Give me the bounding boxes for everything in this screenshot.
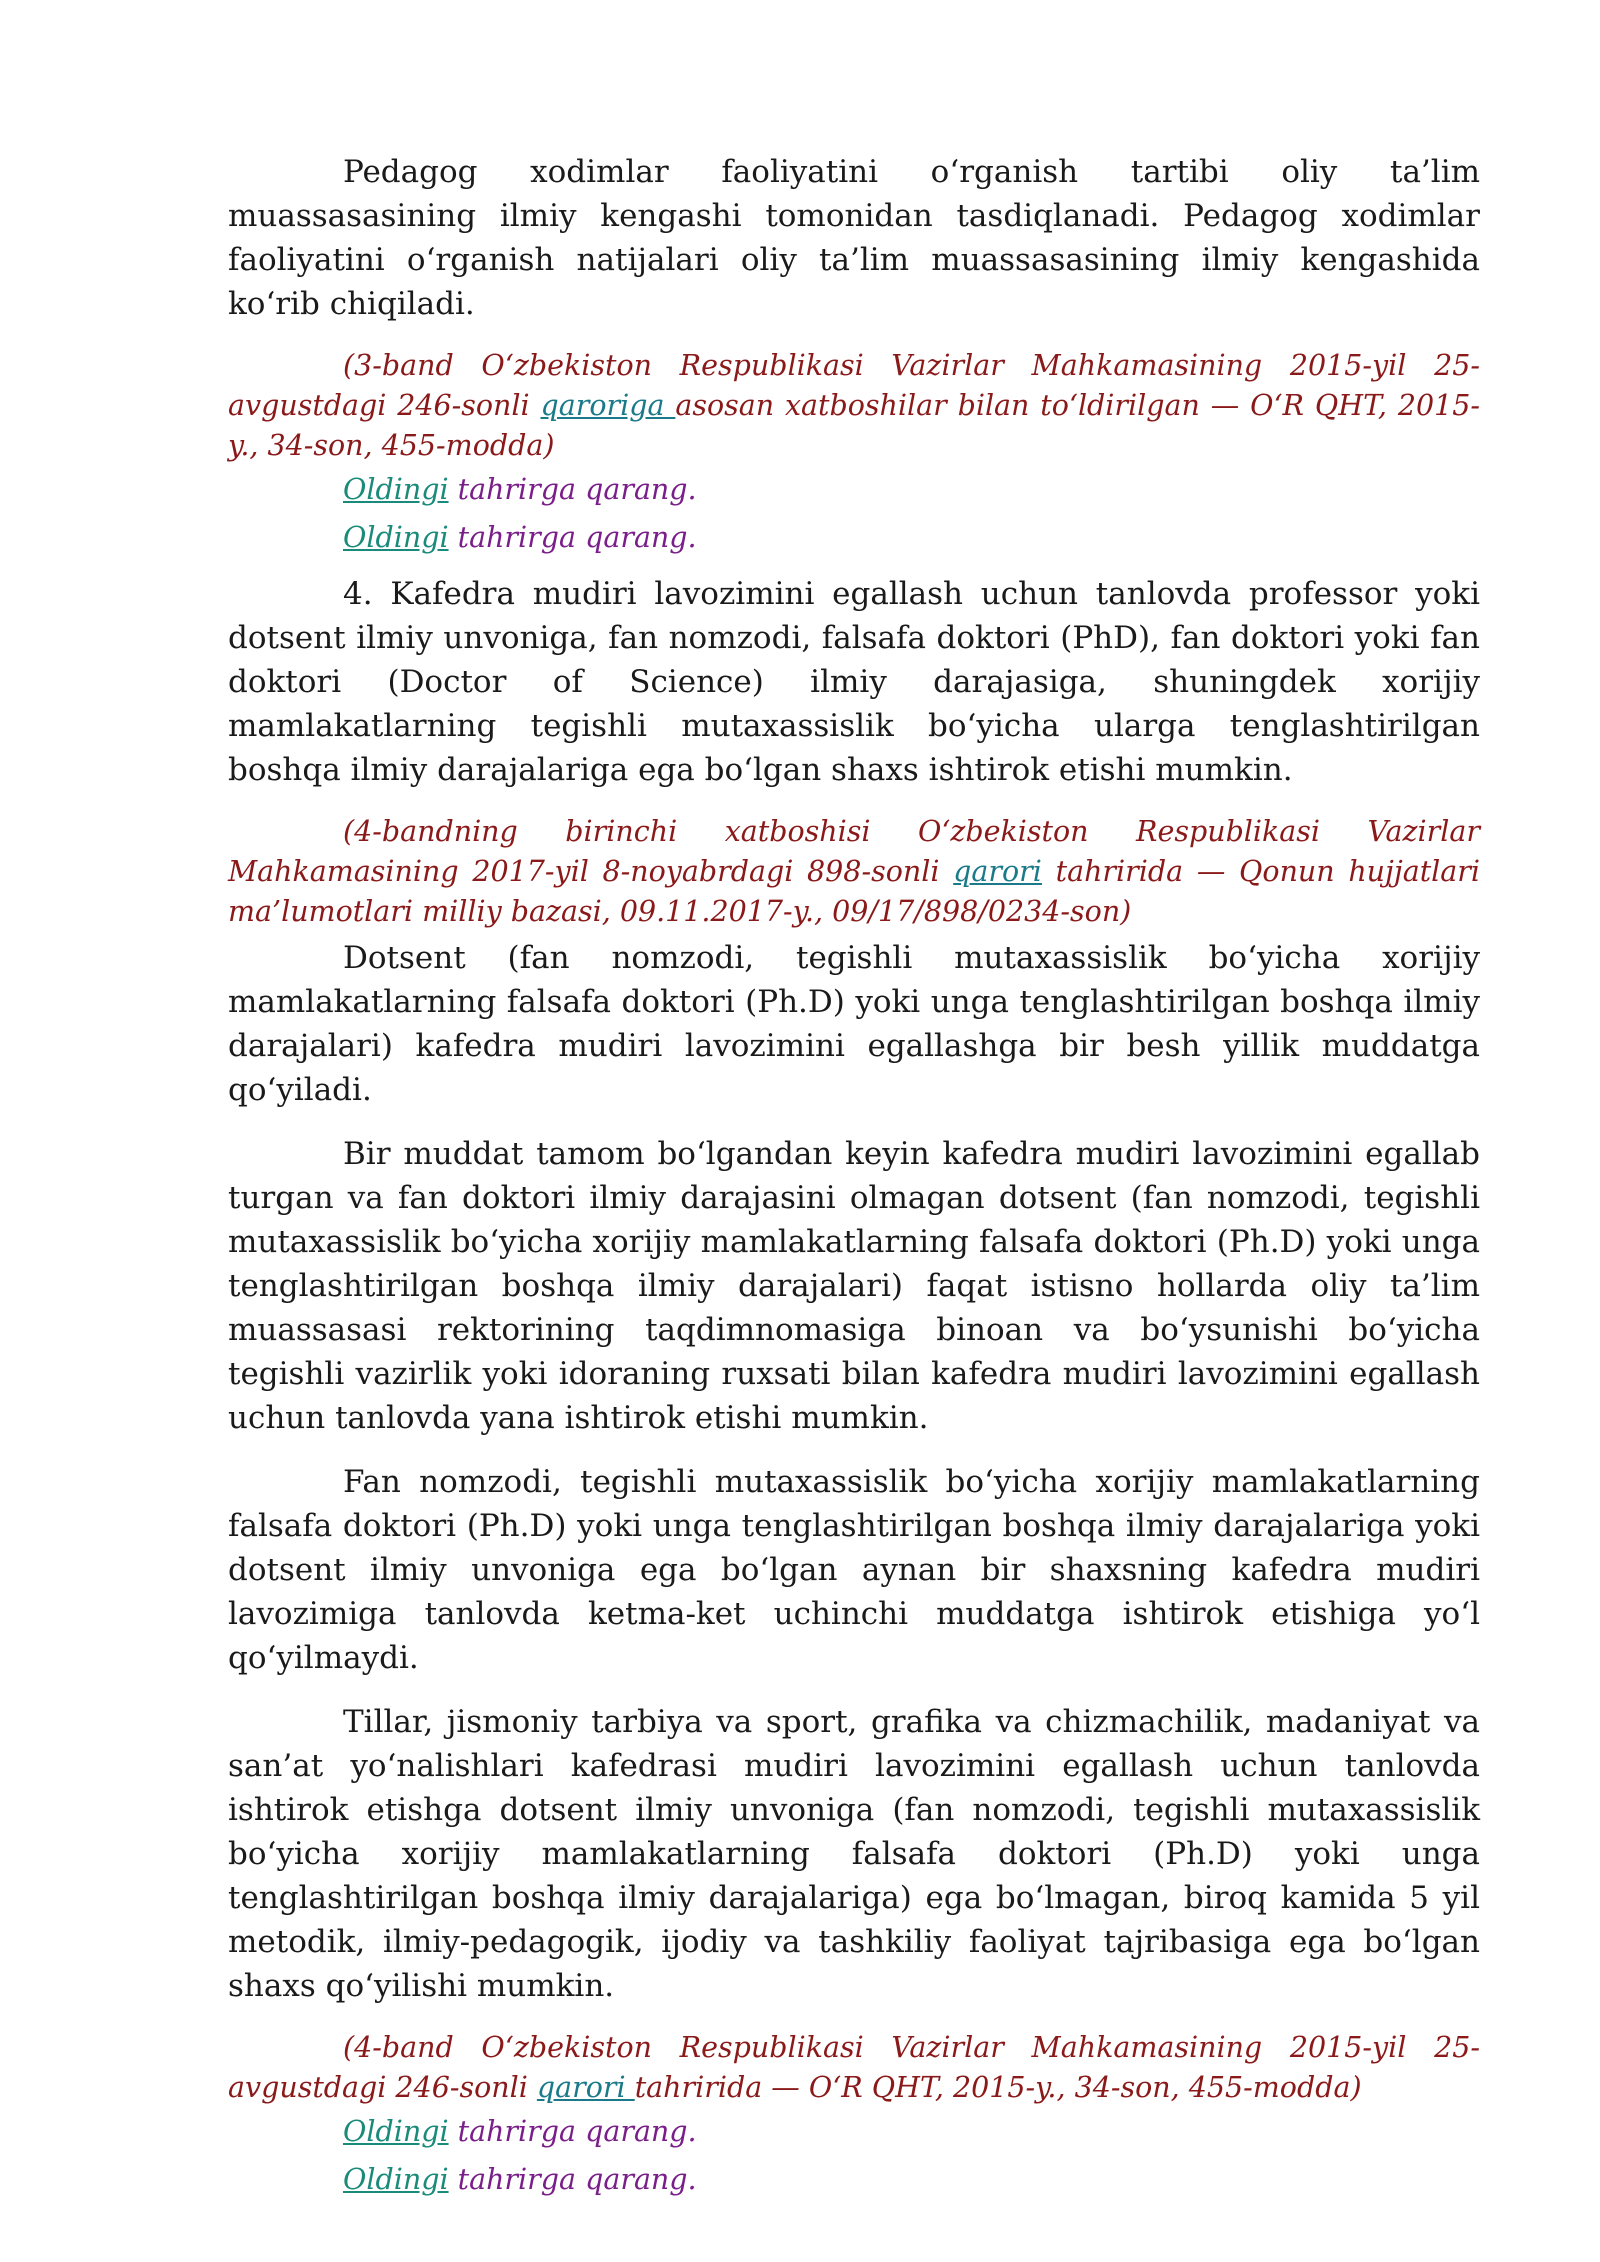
previous-edition-ref	[343, 2160, 1480, 2200]
previous-edition-link[interactable]: Oldingi	[343, 473, 449, 506]
previous-edition-ref	[343, 470, 1480, 510]
qaror-link[interactable]: qarori	[536, 2071, 635, 2104]
previous-edition-link[interactable]: Oldingi	[343, 2115, 449, 2148]
paragraph-arts-sport: Tillar, jismoniy tarbiya va sport, grafika va chizmachilik, madaniyat va san’at yo‘nalishlari kafedrasi mudiri lavozimini egallash uchun tanlovda ishtirok etishga dotsent ilmiy unvoniga (fan nomzodi, tegishli mutaxassislik bo‘yicha xorijiy mamlakatlarning falsafa doktori (Ph.D) yoki unga tenglashtirilgan boshqa ilmiy darajalariga) ega bo‘lmagan, biroq kamida 5 yil metodik, ilmiy-pedagogik, ijodiy va tashkiliy faoliyat tajribasiga ega bo‘lgan shaxs qo‘yilishi mumkin.	[228, 1704, 1480, 2004]
previous-edition-ref	[343, 518, 1480, 558]
ref-text: tahrirga qarang.	[448, 2163, 697, 2196]
paragraph-item-4: 4. Kafedra mudiri lavozimini egallash uchun tanlovda professor yoki dotsent ilmiy unvoniga, fan nomzodi, falsafa doktori (PhD), fan doktori yoki fan doktori (Doctor of Science) ilmiy darajasiga, shuningdek xorijiy mamlakatlarning tegishli mutaxassislik bo‘yicha ularga tenglashtirilgan boshqa ilmiy darajalariga ega bo‘lgan shaxs ishtirok etishi mumkin.	[228, 576, 1480, 788]
paragraph-third-term: Fan nomzodi, tegishli mutaxassislik bo‘yicha xorijiy mamlakatlarning falsafa doktori (Ph.D) yoki unga tenglashtirilgan boshqa ilmiy darajalariga yoki dotsent ilmiy unvoniga ega bo‘lgan aynan bir shaxsning kafedra mudiri lavozimiga tanlovda ketma-ket uchinchi muddatga ishtirok etishiga yo‘l qo‘yilmaydi.	[228, 1464, 1480, 1676]
previous-edition-link[interactable]: Oldingi	[343, 521, 449, 554]
note-text: (3-band O‘zbekiston Respublikasi Vazirlar Mahkamasining 2015-yil 25-avgustdagi 246-sonli	[228, 349, 1480, 422]
previous-edition-ref	[343, 2112, 1480, 2152]
qaror-link[interactable]: qaroriga	[540, 389, 676, 422]
paragraph-pedagog-review: Pedagog xodimlar faoliyatini o‘rganish tartibi oliy ta’lim muassasasining ilmiy kengashi tomonidan tasdiqlanadi. Pedagog xodimlar faoliyatini o‘rganish natijalari oliy ta’lim muassasasining ilmiy kengashida ko‘rib chiqiladi.	[228, 154, 1480, 322]
amendment-note-4-band-first	[228, 812, 1480, 932]
previous-edition-link[interactable]: Oldingi	[343, 2163, 449, 2196]
ref-text: tahrirga qarang.	[448, 473, 697, 506]
paragraph-after-term: Bir muddat tamom bo‘lgandan keyin kafedra mudiri lavozimini egallab turgan va fan doktori ilmiy darajasini olmagan dotsent (fan nomzodi, tegishli mutaxassislik bo‘yicha xorijiy mamlakatlarning falsafa doktori (Ph.D) yoki unga tenglashtirilgan boshqa ilmiy darajalari) faqat istisno hollarda oliy ta’lim muassasasi rektorining taqdimnomasiga binoan va bo‘ysunishi bo‘yicha tegishli vazirlik yoki idoraning ruxsati bilan kafedra mudiri lavozimini egallash uchun tanlovda yana ishtirok etishi mumkin.	[228, 1136, 1480, 1436]
document-page	[228, 150, 1480, 2208]
note-text: (4-band O‘zbekiston Respublikasi Vazirlar Mahkamasining 2015-yil 25-avgustdagi 246-sonli	[228, 2031, 1480, 2104]
amendment-note-3-band	[228, 346, 1480, 466]
note-text: tahririda — O‘R QHT, 2015-y., 34-son, 455-modda)	[634, 2071, 1362, 2104]
ref-text: tahrirga qarang.	[448, 521, 697, 554]
qaror-link[interactable]: qarori	[953, 855, 1042, 888]
note-text: (4-bandning birinchi xatboshisi O‘zbekiston Respublikasi Vazirlar Mahkamasining 2017-yil 8-noyabrdagi 898-sonli	[228, 815, 1480, 888]
ref-text: tahrirga qarang.	[448, 2115, 697, 2148]
note-text: asosan xatboshilar bilan to‘ldirilgan — O‘R QHT, 2015-y., 34-son, 455-modda)	[228, 389, 1480, 462]
note-text: tahririda — Qonun hujjatlari ma’lumotlari milliy bazasi, 09.11.2017-y., 09/17/898/0234-son)	[228, 855, 1481, 928]
amendment-note-4-band	[228, 2028, 1480, 2108]
paragraph-dotsent-term: Dotsent (fan nomzodi, tegishli mutaxassislik bo‘yicha xorijiy mamlakatlarning falsafa doktori (Ph.D) yoki unga tenglashtirilgan boshqa ilmiy darajalari) kafedra mudiri lavozimini egallashga bir besh yillik muddatga qo‘yiladi.	[228, 940, 1480, 1108]
